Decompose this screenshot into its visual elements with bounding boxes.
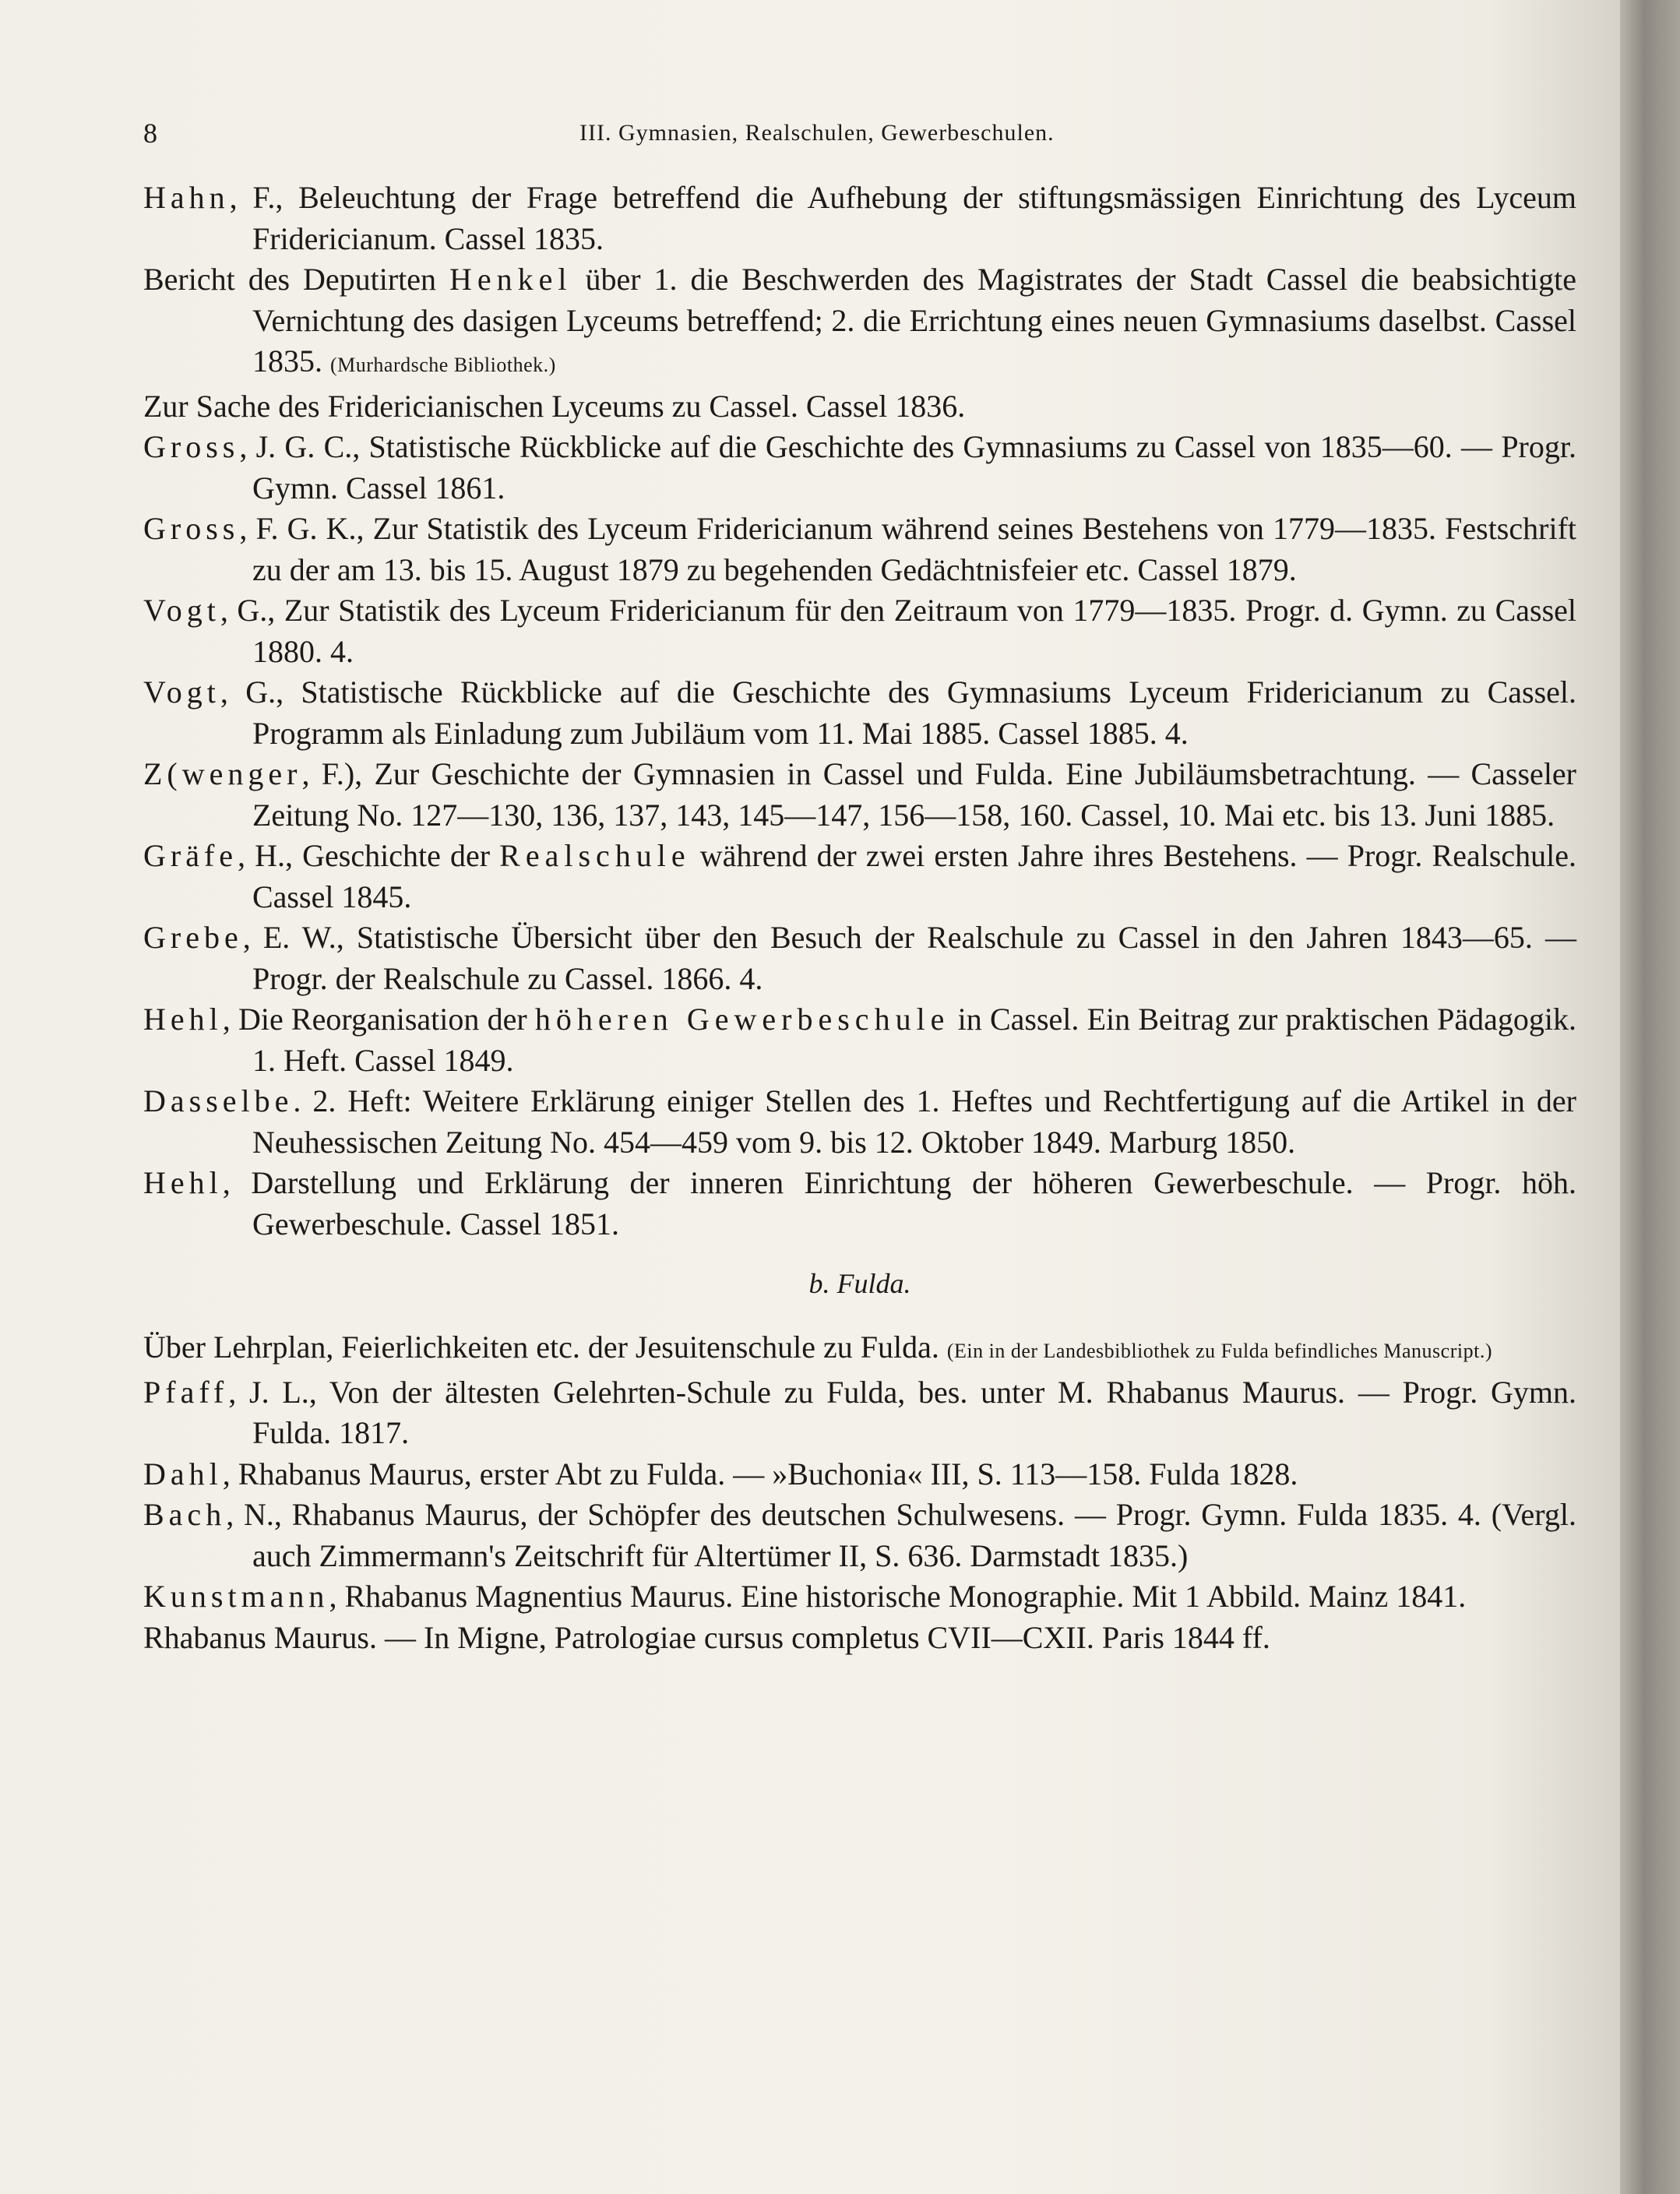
bibliography-entry bbox=[143, 1618, 1576, 1659]
bibliography-entry bbox=[143, 1576, 1576, 1618]
bibliography-entry bbox=[143, 999, 1576, 1081]
bibliography-entry bbox=[143, 672, 1576, 754]
book-gutter bbox=[1620, 0, 1680, 2194]
bibliography bbox=[143, 178, 1576, 1658]
page-header bbox=[143, 117, 1576, 156]
entry-text: . 2. Heft: Weitere Erklärung einiger Stellen des 1. Heftes und Rechtfertigung auf die Artikel in der Neuhessischen Zeitung No. 454—459 vom 9. bis 12. Oktober 1849. Marburg 1850. bbox=[252, 1083, 1576, 1160]
bibliography-entry bbox=[143, 178, 1576, 259]
entry-text: , Die Reorganisation der bbox=[222, 1002, 535, 1037]
entry-text: über 1. die Beschwerden des Magistrates der Stadt Cassel die beabsichtigte Vernichtung des dasigen Lyceums betreffend; 2. die Errichtung eines neuen Gymnasiums daselbst. Cassel 1835. bbox=[252, 262, 1576, 379]
entry-text-continued: während der zwei ersten Jahre ihres Bestehens. — Progr. Realschule. Cassel 1845. bbox=[252, 838, 1577, 914]
entry-text: Über Lehrplan, Feierlichkeiten etc. der Jesuitenschule zu Fulda. bbox=[143, 1329, 947, 1365]
entry-note: (Ein in der Landesbibliothek zu Fulda befindliches Manuscript.) bbox=[946, 1340, 1492, 1362]
entry-text: Rhabanus Maurus. — In Migne, Patrologiae cursus completus CVII—CXII. Paris 1844 ff. bbox=[143, 1619, 1270, 1655]
entry-text: , Darstellung und Erklärung der inneren Einrichtung der höheren Gewerbeschule. — Progr. höh. Gewerbeschule. Cassel 1851. bbox=[222, 1165, 1576, 1241]
entry-text: , E. W., Statistische Übersicht über den Besuch der Realschule zu Cassel in den Jahren 1843—65. — Progr. der Realschule zu Cassel. 1866. 4. bbox=[242, 920, 1576, 996]
bibliography-entry bbox=[143, 386, 1576, 428]
entry-note: (Murhardsche Bibliothek.) bbox=[330, 354, 556, 376]
entry-text: Zur Sache des Fridericianischen Lyceums zu Cassel. Cassel 1836. bbox=[143, 388, 966, 424]
entry-text: , F. G. K., Zur Statistik des Lyceum Fridericianum während seines Bestehens von 1779—1835. Festschrift zu der am 13. bis 15. August 1879 zu begehenden Gedächtnisfeier etc. Cassel 1879. bbox=[239, 511, 1576, 587]
entry-text: , G., Statistische Rückblicke auf die Geschichte des Gymnasiums Lyceum Fridericianum zu Cassel. Programm als Einladung zum Jubiläum vom 11. Mai 1885. Cassel 1885. 4. bbox=[220, 674, 1576, 751]
entry-text: , H., Geschichte der bbox=[238, 838, 500, 873]
bibliography-entry bbox=[143, 1372, 1576, 1454]
entry-author: Hahn bbox=[143, 180, 230, 215]
entry-text: , F., Beleuchtung der Frage betreffend die Aufhebung der stiftungsmässigen Einrichtung des Lyceum Fridericianum. Cassel 1835. bbox=[229, 180, 1576, 256]
entry-text: , Rhabanus Magnentius Maurus. Eine historische Monographie. Mit 1 Abbild. Mainz 1841. bbox=[329, 1579, 1467, 1614]
bibliography-entry bbox=[143, 1454, 1576, 1495]
bibliography-entry bbox=[143, 509, 1576, 590]
entry-author: Hehl bbox=[143, 1165, 223, 1200]
entry-text: , G., Zur Statistik des Lyceum Fridericianum für den Zeitraum von 1779—1835. Progr. d. Gymn. zu Cassel 1880. 4. bbox=[220, 593, 1576, 669]
bibliography-entry bbox=[143, 427, 1576, 509]
entry-author: Vogt bbox=[143, 674, 220, 710]
bibliography-entry bbox=[143, 1163, 1576, 1245]
bibliography-entry bbox=[143, 917, 1576, 999]
running-title: III. Gymnasien, Realschulen, Gewerbeschulen. bbox=[579, 120, 1055, 146]
entry-author: Pfaff bbox=[143, 1374, 229, 1410]
entry-spaced-name: Henkel bbox=[449, 262, 572, 297]
entry-spaced-term: Realschule bbox=[499, 838, 691, 873]
entry-text: , J. L., Von der ältesten Gelehrten-Schule zu Fulda, bes. unter M. Rhabanus Maurus. — Progr. Gymn. Fulda. 1817. bbox=[228, 1374, 1576, 1450]
bibliography-entry bbox=[143, 259, 1576, 386]
bibliography-entry bbox=[143, 590, 1576, 672]
entry-spaced-term: höheren Gewerbeschule bbox=[534, 1002, 950, 1037]
entry-author: Hehl bbox=[143, 1002, 223, 1037]
entry-prefix: Bericht des Deputirten bbox=[143, 262, 449, 297]
entry-author: Kunstmann bbox=[143, 1579, 329, 1614]
entry-author: Gross bbox=[143, 511, 240, 546]
bibliography-entry bbox=[143, 836, 1576, 917]
bibliography-entry bbox=[143, 1495, 1576, 1576]
entry-author: Dahl bbox=[143, 1456, 223, 1491]
section-heading-fulda: b. Fulda. bbox=[808, 1268, 911, 1299]
entry-author: Gross bbox=[143, 429, 240, 464]
entry-author: Vogt bbox=[143, 593, 220, 628]
entry-author: Z(wenger bbox=[143, 756, 302, 791]
entry-text-continued: in Cassel. Ein Beitrag zur praktischen Pädagogik. 1. Heft. Cassel 1849. bbox=[252, 1002, 1576, 1078]
entry-author: Dasselbe bbox=[143, 1083, 294, 1118]
entry-author: Gräfe bbox=[143, 838, 238, 873]
entry-text: , F.), Zur Geschichte der Gymnasien in Cassel und Fulda. Eine Jubiläumsbetrachtung. — Casseler Zeitung No. 127—130, 136, 137, 143, 145—147, 156—158, 160. Cassel, 10. Mai etc. bis 13. Juni 1885. bbox=[252, 756, 1576, 833]
entry-author: Bach bbox=[143, 1497, 227, 1532]
entry-text: , Rhabanus Maurus, erster Abt zu Fulda. — »Buchonia« III, S. 113—158. Fulda 1828. bbox=[222, 1456, 1298, 1491]
bibliography-entry bbox=[143, 754, 1576, 836]
page-number: 8 bbox=[143, 118, 157, 149]
entry-text: , N., Rhabanus Maurus, der Schöpfer des deutschen Schulwesens. — Progr. Gymn. Fulda 1835. 4. (Vergl. auch Zimmermann's Zeitschrift für Altertümer II, S. 636. Darmstadt 1835.) bbox=[226, 1497, 1576, 1573]
entry-author: Grebe bbox=[143, 920, 243, 955]
entry-text: , J. G. C., Statistische Rückblicke auf die Geschichte des Gymnasiums zu Cassel von 1835—60. — Progr. Gymn. Cassel 1861. bbox=[239, 429, 1576, 505]
bibliography-entry bbox=[143, 1327, 1576, 1372]
bibliography-entry bbox=[143, 1081, 1576, 1163]
